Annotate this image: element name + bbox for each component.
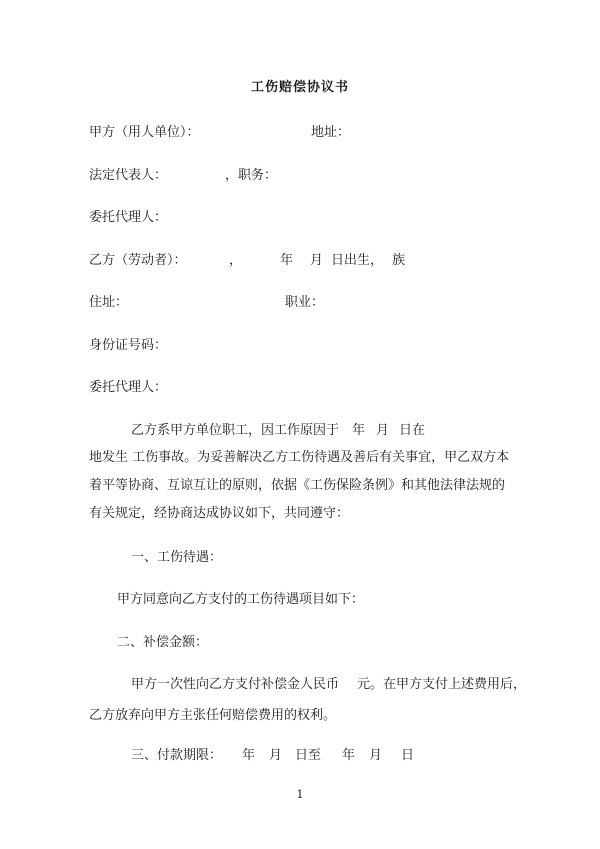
section1-heading: 一、工伤待遇： [131,550,223,565]
intro-day: 日在 [399,423,426,438]
intro-month: 月 [376,423,390,438]
section2-line1-b: 元。在甲方支付上述费用后， [357,677,527,692]
section2-line1-a: 甲方一次性向乙方支付补偿金人民币 [131,677,340,692]
section3-day1: 日至 [295,748,322,763]
legal-rep-position-label: ，职务： [225,168,278,183]
section3-year2: 年 [342,748,356,763]
section3-month1: 月 [269,748,283,763]
residence-label: 住址： [89,295,129,310]
section2-heading: 二、补偿金额： [117,635,209,650]
legal-rep-label: 法定代表人： [89,168,168,183]
party-a-address-label: 地址： [311,125,351,140]
agent-a-label: 委托代理人： [89,210,168,225]
section2-line2: 乙方放弃向甲方主张任何赔偿费用的权利。 [89,708,337,723]
party-b-birth: 日出生， [331,253,384,268]
party-b-year: 年 [280,253,294,268]
section3-heading: 三、付款期限： [131,748,223,763]
intro-year: 年 [352,423,366,438]
party-a-label: 甲方（用人单位）： [89,125,200,140]
occupation-label: 职业： [285,295,325,310]
document-title: 工伤赔偿协议书 [250,80,349,95]
section3-year1: 年 [242,748,256,763]
page-number: 1 [296,788,304,801]
party-b-label: 乙方（劳动者）： [89,253,187,268]
section1-body: 甲方同意向乙方支付的工伤待遇项目如下： [117,592,365,607]
section3-day2: 日 [401,748,415,763]
id-number-label: 身份证号码： [89,338,168,353]
section3-month2: 月 [369,748,383,763]
intro-line1: 乙方系甲方单位职工，因工作原因于 [131,423,340,438]
party-b-month: 月 [310,253,324,268]
intro-paragraph: 地发生 工伤事故。为妥善解决乙方工伤待遇及善后有关事宜，甲乙双方本着平等协商、互谅互让的原则，依据《工伤保险条例》和其他法律法规的有关规定，经协商达成协议如下，共同遵守： [89,450,510,521]
party-b-ethnicity: 族 [392,253,406,268]
agent-b-label: 委托代理人： [89,380,168,395]
party-b-comma: ， [229,253,243,268]
